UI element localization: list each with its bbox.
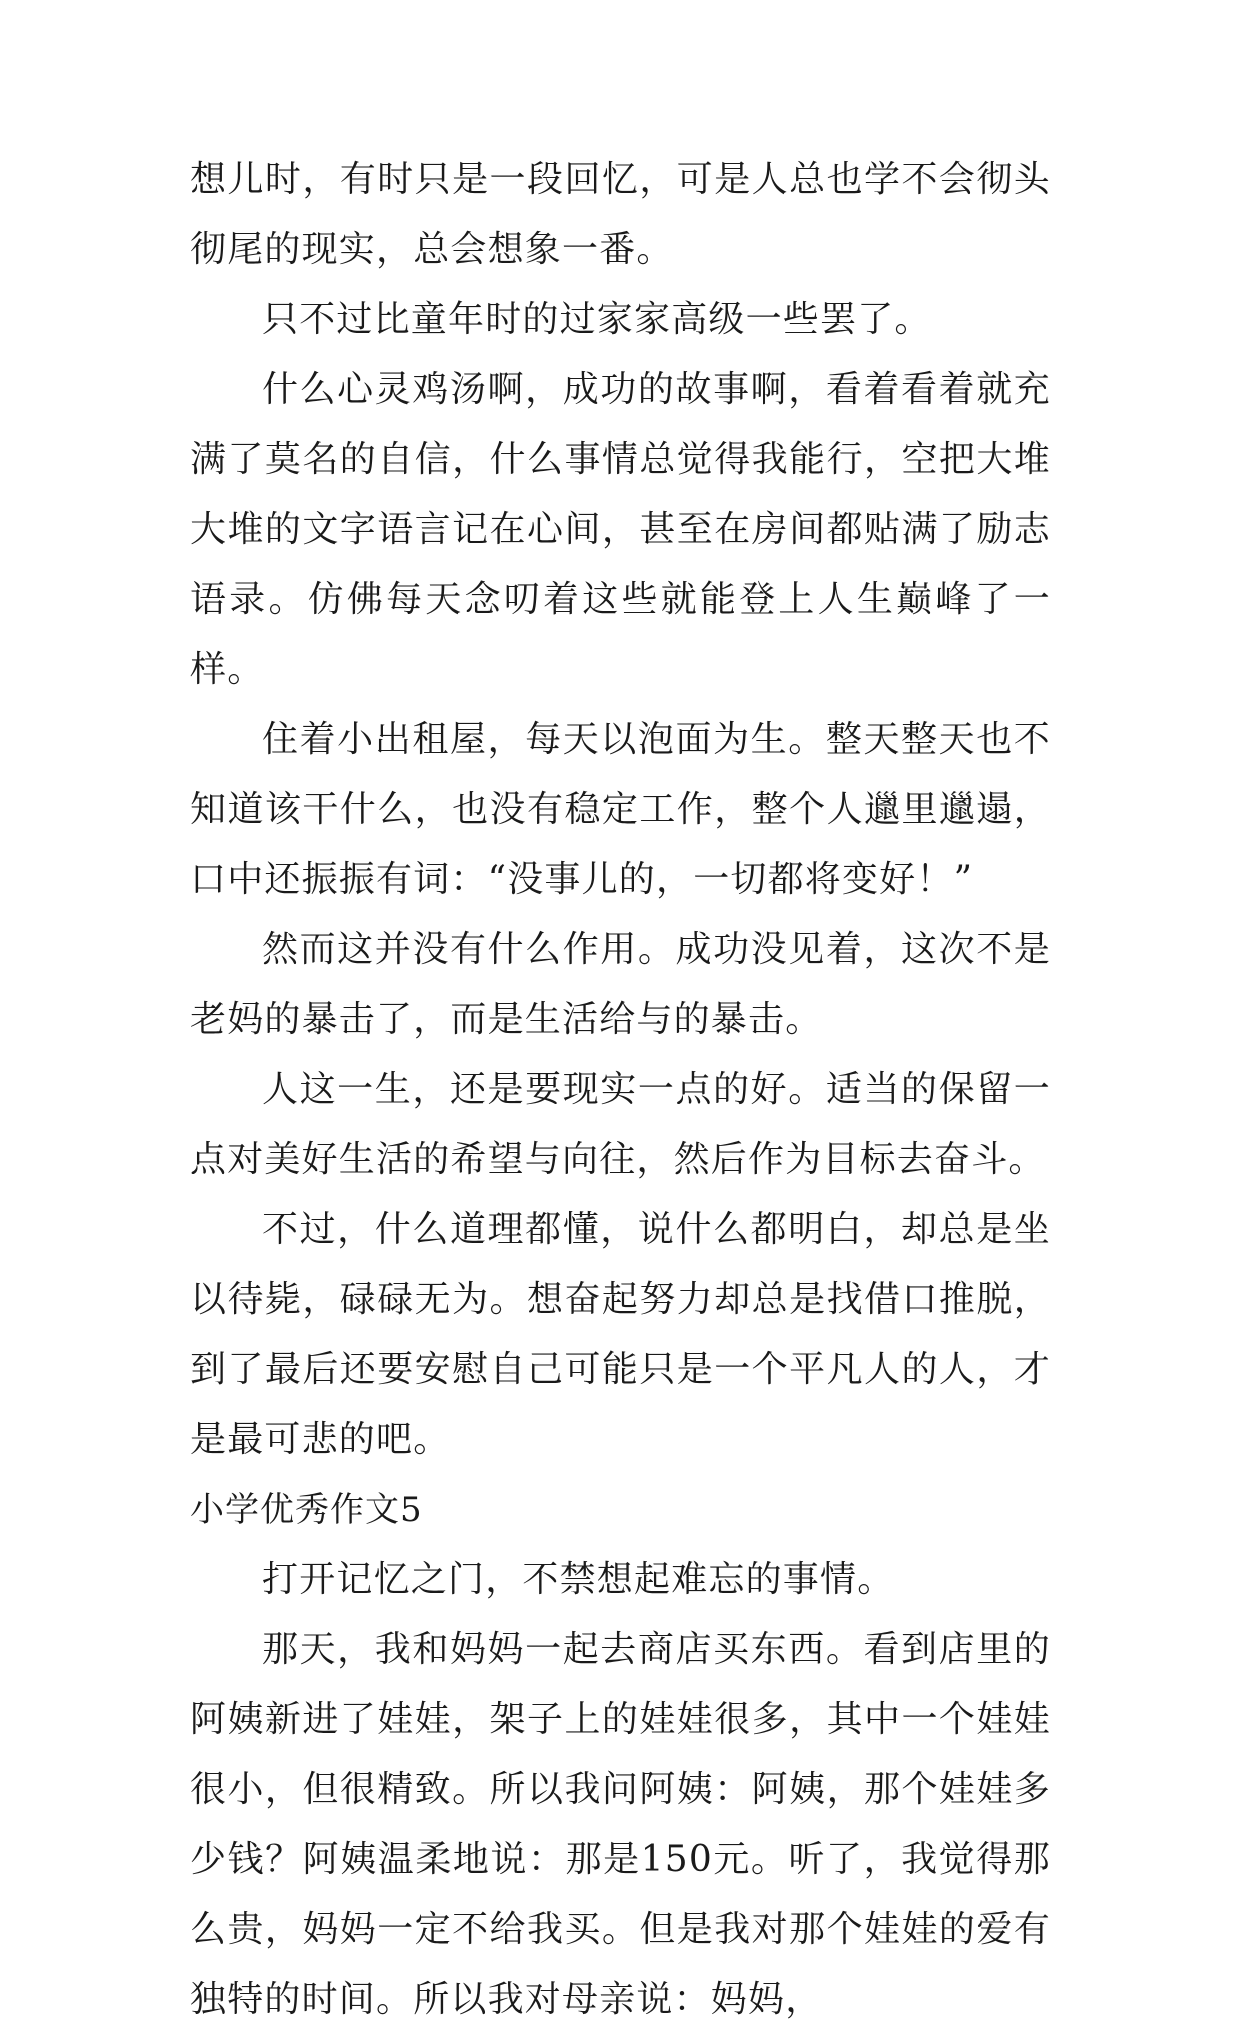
- paragraph-4: 住着小出租屋，每天以泡面为生。整天整天也不知道该干什么，也没有稳定工作，整个人邋里邋遢，口中还振振有词：“没事儿的，一切都将变好！”: [190, 719, 1051, 900]
- paragraph-2: 只不过比童年时的过家家高级一些罢了。: [262, 299, 932, 340]
- paragraph-5: 然而这并没有什么作用。成功没见着，这次不是老妈的暴击了，而是生活给与的暴击。: [190, 929, 1051, 1040]
- section-heading: 小学优秀作文5: [190, 1490, 423, 1530]
- document-body: [190, 145, 1051, 2035]
- paragraph-1: 想儿时，有时只是一段回忆，可是人总也学不会彻头彻尾的现实，总会想象一番。: [190, 159, 1051, 270]
- paragraph-6: 人这一生，还是要现实一点的好。适当的保留一点对美好生活的希望与向往，然后作为目标去奋斗。: [190, 1069, 1051, 1180]
- paragraph-7: 不过，什么道理都懂，说什么都明白，却总是坐以待毙，碌碌无为。想奋起努力却总是找借口推脱，到了最后还要安慰自己可能只是一个平凡人的人，才是最可悲的吧。: [190, 1209, 1051, 1460]
- paragraph-9: 那天，我和妈妈一起去商店买东西。看到店里的阿姨新进了娃娃，架子上的娃娃很多，其中一个娃娃很小，但很精致。所以我问阿姨：阿姨，那个娃娃多少钱？阿姨温柔地说：那是150元。听了，我觉得那么贵，妈妈一定不给我买。但是我对那个娃娃的爱有独特的时间。所以我对母亲说：妈妈，: [190, 1629, 1051, 2020]
- paragraph-8: 打开记忆之门，不禁想起难忘的事情。: [262, 1559, 895, 1600]
- paragraph-3: 什么心灵鸡汤啊，成功的故事啊，看着看着就充满了莫名的自信，什么事情总觉得我能行，空把大堆大堆的文字语言记在心间，甚至在房间都贴满了励志语录。仿佛每天念叨着这些就能登上人生巅峰了一样。: [190, 369, 1051, 690]
